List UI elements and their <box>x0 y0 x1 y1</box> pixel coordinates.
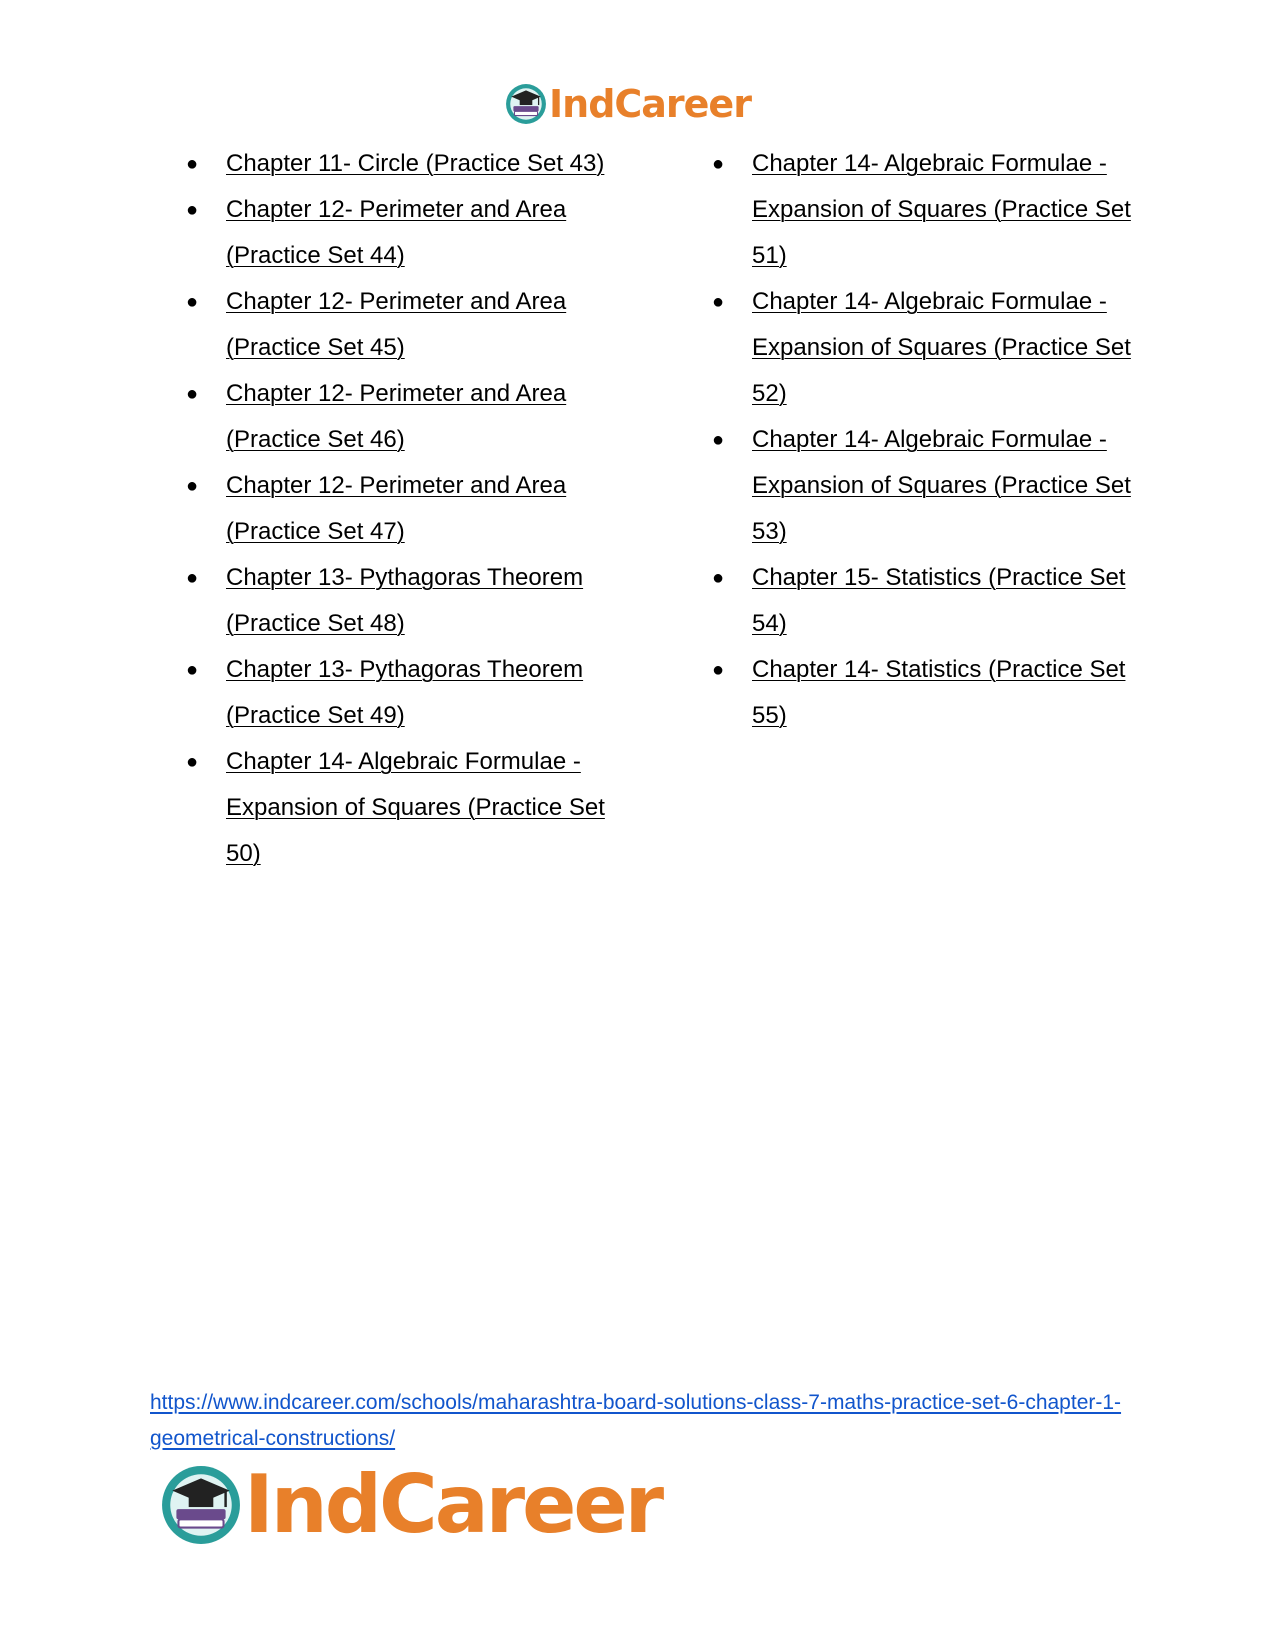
chapter-link[interactable]: Chapter 12- Perimeter and Area (Practice Set 44) <box>226 196 567 269</box>
list-item <box>186 141 616 187</box>
chapter-link[interactable]: Chapter 14- Algebraic Formulae - Expansion of Squares (Practice Set 50) <box>226 748 605 867</box>
list-item <box>186 371 616 463</box>
list-item <box>186 279 616 371</box>
chapter-link[interactable]: Chapter 12- Perimeter and Area (Practice Set 47) <box>226 472 567 545</box>
bullet-dot-icon: ● <box>712 291 725 313</box>
chapter-link[interactable]: Chapter 12- Perimeter and Area (Practice Set 45) <box>226 288 567 361</box>
bullet-dot-icon: ● <box>712 429 725 451</box>
list-item <box>712 279 1152 417</box>
list-item <box>186 463 616 555</box>
bullet-dot-icon: ● <box>712 153 725 175</box>
list-item <box>186 739 616 877</box>
header-logo-text: IndCareer <box>549 82 751 126</box>
bullet-dot-icon: ● <box>186 475 199 497</box>
list-item <box>712 417 1152 555</box>
list-item <box>712 555 1152 647</box>
bullet-dot-icon: ● <box>186 567 199 589</box>
chapter-link[interactable]: Chapter 14- Algebraic Formulae - Expansion of Squares (Practice Set 51) <box>752 150 1131 269</box>
chapter-link[interactable]: Chapter 13- Pythagoras Theorem (Practice Set 49) <box>226 656 584 729</box>
footer-logo <box>160 1460 661 1550</box>
chapter-link[interactable]: Chapter 14- Statistics (Practice Set 55) <box>752 656 1126 729</box>
chapter-link[interactable]: Chapter 11- Circle (Practice Set 43) <box>226 150 605 177</box>
header-logo <box>505 80 751 128</box>
graduation-cap-books-icon <box>505 83 547 125</box>
list-item <box>712 141 1152 279</box>
graduation-cap-books-icon <box>160 1464 242 1546</box>
bullet-dot-icon: ● <box>186 153 199 175</box>
chapter-link[interactable]: Chapter 15- Statistics (Practice Set 54) <box>752 564 1126 637</box>
list-item <box>186 187 616 279</box>
chapter-link[interactable]: Chapter 14- Algebraic Formulae - Expansion of Squares (Practice Set 52) <box>752 288 1131 407</box>
chapter-link[interactable]: Chapter 12- Perimeter and Area (Practice Set 46) <box>226 380 567 453</box>
chapter-list-left <box>186 141 616 877</box>
bullet-dot-icon: ● <box>186 751 199 773</box>
bullet-dot-icon: ● <box>712 567 725 589</box>
bullet-dot-icon: ● <box>712 659 725 681</box>
list-item <box>186 647 616 739</box>
source-url-link[interactable]: https://www.indcareer.com/schools/maharashtra-board-solutions-class-7-maths-practice-set-6-chapter-1-geometrical-constructions/ <box>150 1391 1122 1450</box>
bullet-dot-icon: ● <box>186 659 199 681</box>
chapter-link[interactable]: Chapter 13- Pythagoras Theorem (Practice Set 48) <box>226 564 584 637</box>
chapter-link[interactable]: Chapter 14- Algebraic Formulae - Expansion of Squares (Practice Set 53) <box>752 426 1131 545</box>
bullet-dot-icon: ● <box>186 291 199 313</box>
list-item <box>712 647 1152 739</box>
bullet-dot-icon: ● <box>186 199 199 221</box>
chapter-list-right <box>712 141 1152 739</box>
footer-logo-text: IndCareer <box>244 1458 662 1551</box>
list-item <box>186 555 616 647</box>
bullet-dot-icon: ● <box>186 383 199 405</box>
